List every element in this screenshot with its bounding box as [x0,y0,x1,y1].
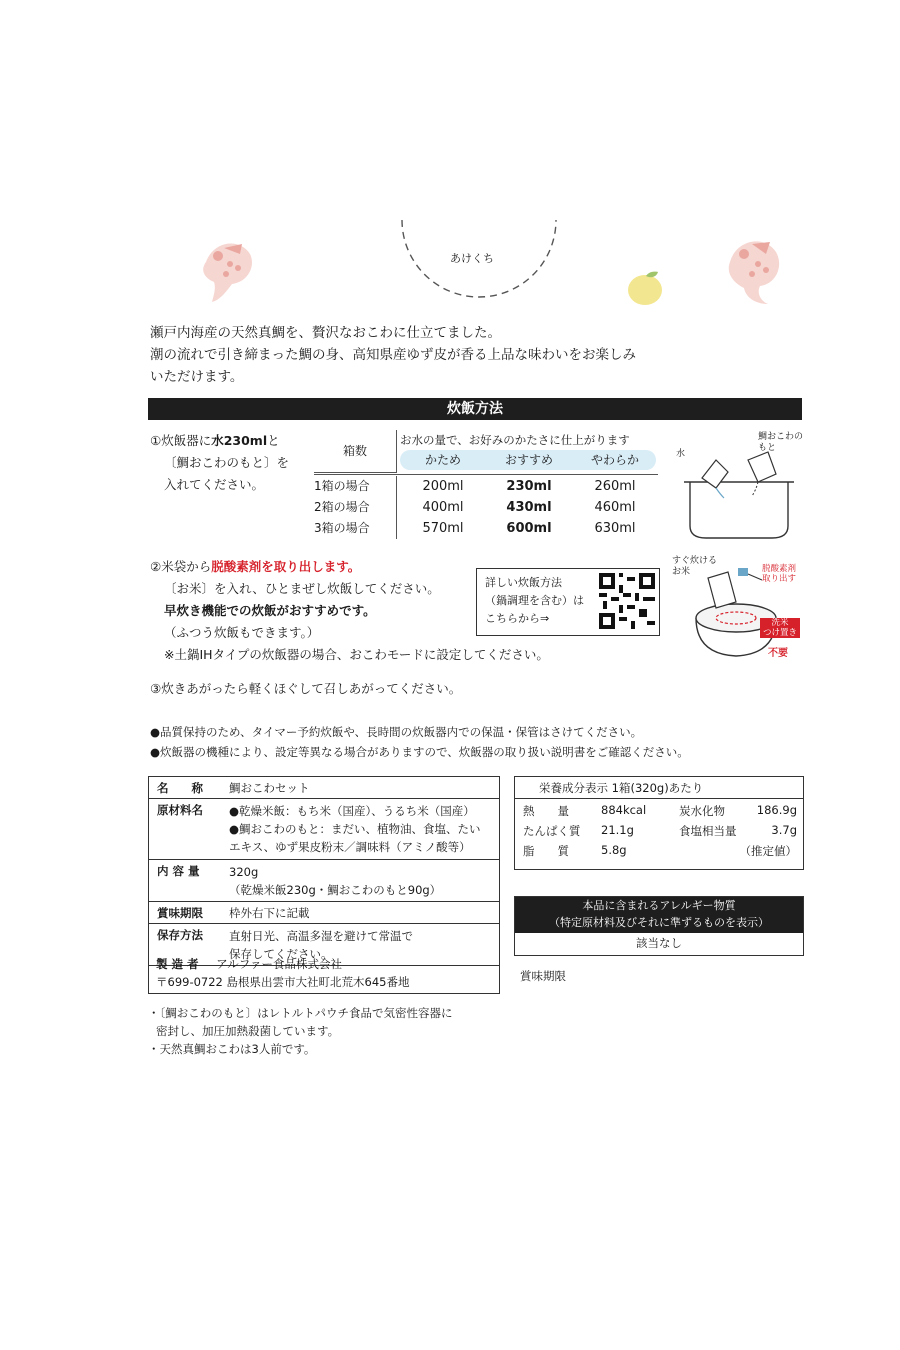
qr-code-icon[interactable] [599,573,655,629]
value-1-firm: 200ml [422,479,464,494]
footnotes [148,1004,453,1058]
salt-label: 食塩相当量 [679,824,737,838]
maker-row [156,956,342,972]
mix-label: 鯛おこわの もと [758,432,804,453]
ingredient-line-1: ●乾燥米飯：もち米（国産）、うるち米（国産） [229,804,475,818]
water-label: 水 [676,449,686,459]
ingredient-line-2: ●鯛おこわのもと：まだい、植物油、食塩、たい [229,822,481,836]
value-2-soft: 460ml [594,500,636,515]
divider [149,901,499,902]
allergy-value: 該当なし [636,936,682,950]
step2-prefix: ②米袋から [150,559,212,574]
step-3: ③炊きあがったら軽くほぐして召しあがってください。 [150,681,462,696]
value-2-recommended: 430ml [506,500,552,515]
divider [149,923,499,924]
ingredients-value [229,802,481,856]
fat-label: 脂 質 [523,844,569,858]
expiry-value: 枠外右下に記載 [229,906,310,920]
intro-line-2: 潮の流れで引き締まった鯛の身、高知県産ゆず皮が香る上品な味わいをお楽しみ [150,347,636,363]
sea-bream-illustration-right [722,232,786,306]
table-header-boxes: 箱数 [342,444,367,458]
value-3-soft: 630ml [594,521,636,536]
content-value [229,863,441,899]
step-2 [150,556,480,644]
notices [150,722,689,762]
storage-line-1: 直射日光、高温多湿を避けて常温で [229,929,413,943]
divider [149,859,499,860]
expiry-label: 賞味期限 [157,906,203,920]
ingredients-label: 原材料名 [157,803,203,817]
qr-text-line-1: 詳しい炊飯方法 [485,576,562,589]
carb-label: 炭水化物 [679,804,725,818]
step-1 [150,430,312,496]
row-labels [314,476,397,539]
salt-value: 3.7g [771,823,797,837]
step1-prefix: ①炊飯器に [150,433,212,448]
energy-label: 熱 量 [523,804,569,818]
step2-line-3: 早炊き機能での炊飯がおすすめです。 [164,603,376,618]
name-label: 名 称 [157,781,203,795]
row-label-1: 1箱の場合 [314,479,370,493]
storage-line-2: 保存してください。 [229,947,333,961]
opening-label[interactable]: あけくち [450,252,494,265]
step1-line-2: 〔鯛おこわのもと〕を [164,455,290,470]
step2-line-4: （ふつう炊飯もできます。） [164,625,320,640]
ingredient-line-3: エキス、ゆず果皮粉末／調味料（アミノ酸等） [229,840,471,854]
cooking-method-header: 炊飯方法 [148,398,802,420]
water-table-header-cell [314,430,397,473]
unnecessary-label: 不要 [768,648,788,659]
carb-value: 186.9g [756,803,797,817]
firm-values [400,476,486,539]
step2-line-2: 〔お米〕を入れ、ひとまぜし炊飯してください。 [164,581,440,596]
qr-text-line-2: （鍋調理を含む）は [485,594,584,607]
content-line-1: 320g [229,865,259,879]
yuzu-illustration [624,268,666,308]
expiry-area-label: 賞味期限 [520,969,566,983]
no-wash-badge: 洗米 つけ置き [760,618,800,638]
column-recommended: おすすめ [504,453,554,467]
qr-code-box[interactable] [476,568,660,636]
content-label: 内 容 量 [157,864,200,878]
maker-label: 製 造 者 [156,957,199,971]
allergy-title-2: （特定原材料及びそれに準ずるものを表示） [549,916,769,929]
value-3-recommended: 600ml [506,521,552,536]
step2-remove-oxygen-absorber: 脱酸素剤を取り出します。 [211,559,361,574]
soft-values [572,476,658,539]
value-1-soft: 260ml [594,479,636,494]
remove-absorber-label: 脱酸素剤 取り出す [762,564,797,584]
name-value: 鯛おこわセット [229,781,310,795]
fat-value: 5.8g [601,843,627,857]
row-label-3: 3箱の場合 [314,521,370,535]
nutrition-title: 栄養成分表示 1箱(320g)あたり [539,781,704,795]
protein-value: 21.1g [601,823,634,837]
value-1-recommended: 230ml [506,479,552,494]
allergy-header [515,897,803,933]
footnote-1: ・〔鯛おこわのもと〕はレトルトパウチ食品で気密性容器に [148,1006,453,1020]
notice-1: ●品質保持のため、タイマー予約炊飯や、長時間の炊飯器内での保温・保管はさけてください。 [150,725,643,739]
value-3-firm: 570ml [422,521,464,536]
maker-value: アルファー食品株式会社 [216,957,342,971]
allergy-title-1: 本品に含まれるアレルギー物質 [582,899,736,912]
column-soft: やわらか [590,453,639,467]
step2-note: ※土鍋IHタイプの炊飯器の場合、おこわモードに設定してください。 [164,647,549,662]
step1-line-3: 入れてください。 [164,477,265,492]
notice-2: ●炊飯器の機種により、設定等異なる場合がありますので、炊飯器の取り扱い説明書をご確認ください。 [150,745,689,759]
divider [515,798,803,799]
table-divider [314,474,658,475]
content-line-2: （乾燥米飯230g・鯛おこわのもと90g） [229,883,442,897]
qr-text-line-3: こちらから⇒ [485,612,550,625]
storage-label: 保存方法 [157,928,203,942]
footnote-3: ・天然真鯛おこわは3人前です。 [148,1042,316,1056]
qr-text [485,574,584,628]
maker-address: 〒699-0722 島根県出雲市大社町北荒木645番地 [156,975,410,989]
energy-value: 884kcal [601,803,647,817]
table-header-note: お水の量で、お好みのかたさに仕上がります [400,433,630,447]
value-2-firm: 400ml [422,500,464,515]
step1-water: 水230ml [211,433,268,448]
row-label-2: 2箱の場合 [314,500,370,514]
estimate-note: （推定値） [739,844,797,858]
column-firm: かため [424,453,461,467]
nutrition-facts-box [514,776,804,870]
intro-text [150,322,780,388]
intro-line-3: いただけます。 [150,369,244,385]
allergy-box [514,896,804,956]
intro-line-1: 瀬戸内海産の天然真鯛を、贅沢なおこわに仕立てました。 [150,325,501,341]
protein-label: たんぱく質 [523,824,581,838]
recommended-values [486,476,572,539]
divider [149,798,499,799]
sea-bream-illustration-left [196,234,258,304]
rice-label: すぐ炊ける お米 [672,556,718,577]
footnote-2: 密封し、加圧加熱殺菌しています。 [156,1024,340,1038]
step1-suffix: と [267,433,280,448]
